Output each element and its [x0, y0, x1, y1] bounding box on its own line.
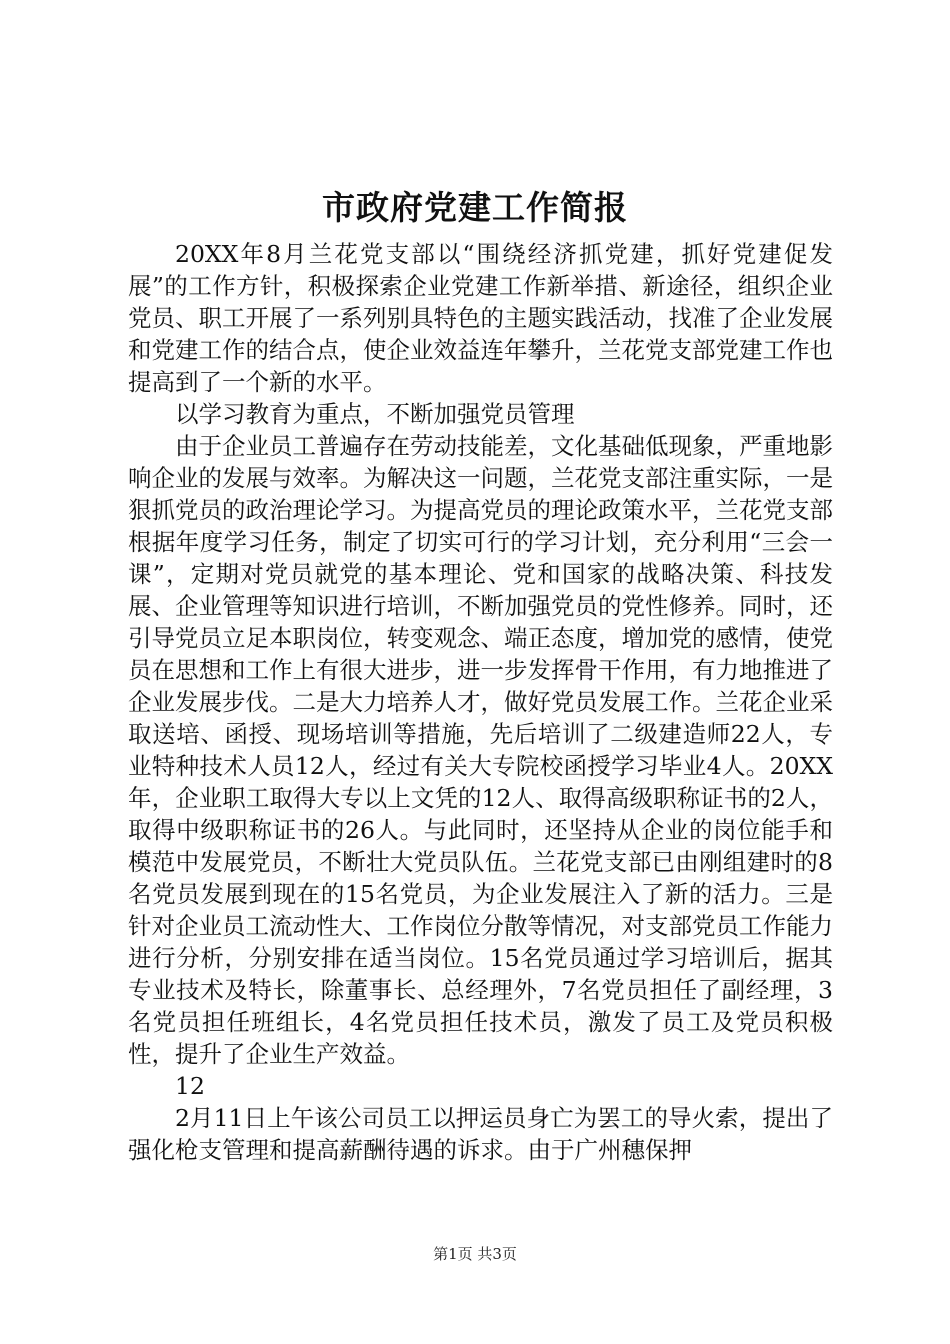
closing-paragraph: 2月11日上午该公司员工以押运员身亡为罢工的导火索，提出了强化枪支管理和提高薪酬待遇的诉求。由于广州穗保押: [128, 1104, 833, 1164]
page-footer: 第1页 共3页: [433, 1245, 517, 1263]
number-line: 12: [175, 1072, 205, 1100]
section-heading: 以学习教育为重点，不断加强党员管理: [175, 400, 575, 428]
body-paragraph: 由于企业员工普遍存在劳动技能差，文化基础低现象，严重地影响企业的发展与效率。为解决这一问题，兰花党支部注重实际，一是狠抓党员的政治理论学习。为提高党员的理论政策水平，兰花党支部根据年度学习任务，制定了切实可行的学习计划，充分利用“三会一课”，定期对党员就党的基本理论、党和国家的战略决策、科技发展、企业管理等知识进行培训，不断加强党员的党性修养。同时，还引导党员立足本职岗位，转变观念、端正态度，增加党的感情，使党员在思想和工作上有很大进步，进一步发挥骨干作用，有力地推进了企业发展步伐。二是大力培养人才，做好党员发展工作。兰花企业采取送培、函授、现场培训等措施，先后培训了二级建造师22人，专业特种技术人员12人，经过有关大专院校函授学习毕业4人。20XX年，企业职工取得大专以上文凭的12人、取得高级职称证书的2人，取得中级职称证书的26人。与此同时，还坚持从企业的岗位能手和模范中发展党员，不断壮大党员队伍。兰花党支部已由刚组建时的8名党员发展到现在的15名党员，为企业发展注入了新的活力。三是针对企业员工流动性大、工作岗位分散等情况，对支部党员工作能力进行分析，分别安排在适当岗位。15名党员通过学习培训后，据其专业技术及特长，除董事长、总经理外，7名党员担任了副经理，3名党员担任班组长，4名党员担任技术员，激发了员工及党员积极性，提升了企业生产效益。: [128, 432, 833, 1068]
document-body: [128, 238, 833, 1166]
intro-paragraph: 20XX年8月兰花党支部以“围绕经济抓党建，抓好党建促发展”的工作方针，积极探索企业党建工作新举措、新途径，组织企业党员、职工开展了一系列别具特色的主题实践活动，找准了企业发展和党建工作的结合点，使企业效益连年攀升，兰花党支部党建工作也提高到了一个新的水平。: [128, 240, 833, 396]
document-title: 市政府党建工作简报: [322, 188, 628, 227]
